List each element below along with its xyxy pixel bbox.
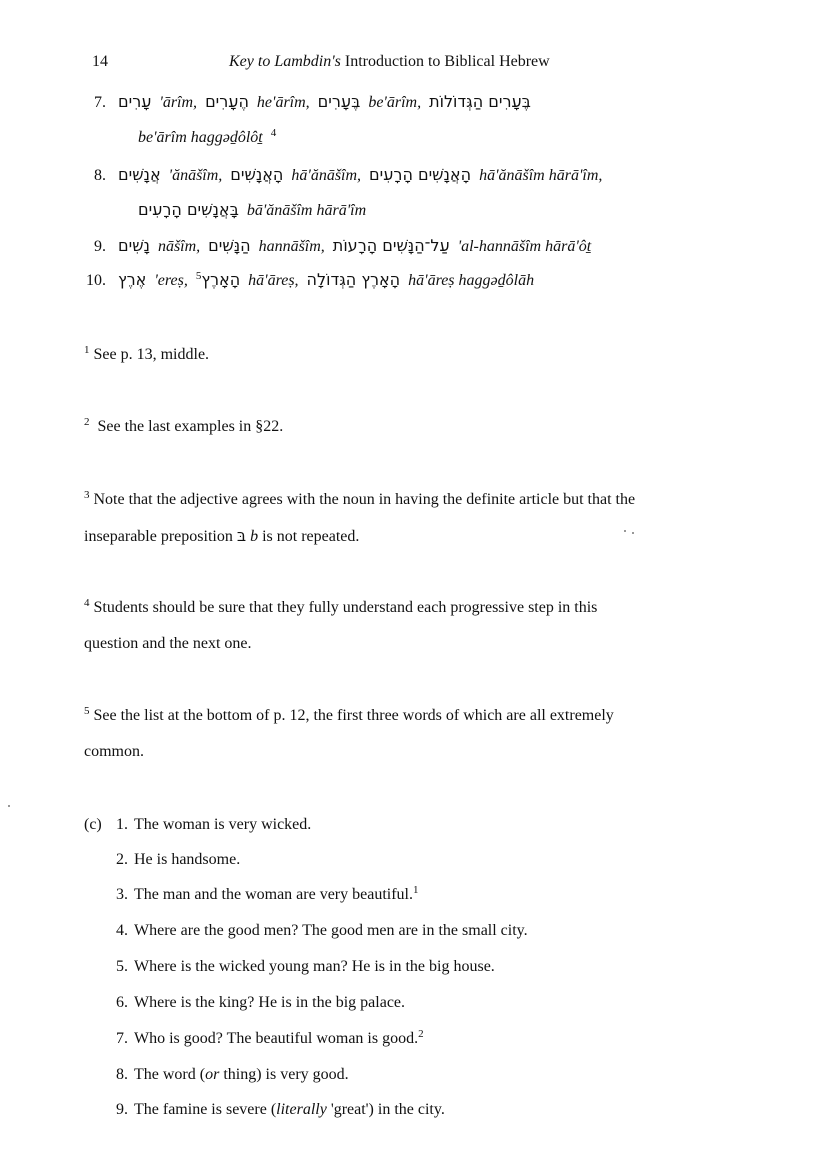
sentence-4 [108, 921, 528, 941]
answer-number: 8. [94, 167, 106, 184]
sentence-number: 5. [116, 958, 128, 975]
footnote-number: 1 [84, 344, 90, 356]
sentence-number: 2. [116, 851, 128, 868]
hebrew-phrase: בֶּעָרִים הַגְּדוֹלוֹת [429, 92, 531, 111]
transliteration: nāšîm, [157, 238, 201, 255]
footnote-5 [84, 706, 614, 726]
sentence-text: The man and the woman are very beautiful. [134, 886, 413, 903]
transliteration: 'ănāšîm, [168, 167, 223, 184]
footnote-3 [84, 490, 635, 510]
sentence-italic: literally [276, 1101, 327, 1118]
sentence-text: Where is the wicked young man? He is in the big house. [134, 958, 495, 975]
running-title [229, 53, 550, 71]
footnote-text: See the last examples in §22. [97, 418, 284, 435]
sentence-text: The woman is very wicked. [134, 816, 312, 833]
answer-row-9 [80, 236, 591, 257]
sentence-text: Where is the king? He is in the big palace. [134, 994, 406, 1011]
sentence-text: He is handsome. [134, 851, 241, 868]
sentence-9 [108, 1100, 445, 1120]
transliteration: hā'ănāšîm, [291, 167, 362, 184]
sentence-text: Where are the good men? The good men are in the small city. [134, 922, 528, 939]
footnote-5-line-2 [84, 742, 144, 762]
transliteration: b [250, 528, 259, 545]
hebrew-word: עָרִים [118, 92, 152, 111]
hebrew-word: הָאָרֶץ [201, 270, 241, 289]
transliteration: 'ārîm, [159, 94, 198, 111]
sentence-3 [108, 885, 419, 905]
footnote-number: 3 [84, 489, 90, 501]
sentence-2 [108, 850, 240, 870]
footnote-number: 4 [84, 597, 90, 609]
hebrew-word: נָשִׁים [118, 236, 150, 255]
footnote-4 [84, 598, 597, 618]
transliteration: be'ārîm haggəḏôlôṯ [138, 129, 263, 146]
page-number: 14 [92, 53, 108, 70]
footnote-text: question and the next one. [84, 635, 252, 652]
transliteration: bā'ănāšîm hārā'îm [246, 202, 367, 219]
sentence-number: 3. [116, 886, 128, 903]
hebrew-phrase: הָאָרֶץ הַגְּדוֹלָה [306, 270, 401, 289]
footnote-4-line-2 [84, 634, 252, 654]
sentence-text: Who is good? The beautiful woman is good. [134, 1030, 419, 1047]
sentence-1 [108, 815, 311, 835]
hebrew-phrase: עַל־הַנָּשִׁים הָרָעוֹת [332, 236, 450, 255]
section-c-label: (c) [84, 816, 102, 833]
transliteration: 'al-hannāšîm hārā'ôṯ [457, 238, 592, 255]
hebrew-word: אֶרֶץ [118, 270, 147, 289]
transliteration: hannāšîm, [258, 238, 325, 255]
sentence-number: 8. [116, 1066, 128, 1083]
hebrew-word: הַנָּשִׁים [208, 236, 251, 255]
scan-speck [632, 532, 634, 534]
footnote-3-line-2 [84, 526, 359, 547]
sentence-text: The famine is severe ( [134, 1101, 277, 1118]
transliteration: he'ārîm, [256, 94, 310, 111]
running-title-italic: Key to Lambdin's [229, 53, 341, 70]
sentence-7 [108, 1029, 424, 1049]
footnote-number: 5 [84, 705, 90, 717]
footnote-ref: 2 [418, 1028, 424, 1040]
answer-number: 7. [94, 94, 106, 111]
answer-number: 10. [86, 272, 106, 289]
sentence-text: The word ( [134, 1066, 206, 1083]
answer-row-7 [80, 92, 531, 113]
footnote-text: is not repeated. [258, 528, 360, 545]
footnote-text: common. [84, 743, 144, 760]
sentence-number: 7. [116, 1030, 128, 1047]
transliteration: be'ārîm, [368, 94, 422, 111]
sentence-5 [108, 957, 495, 977]
hebrew-phrase: בָּאֲנָשִׁים הָרָעִים [138, 200, 239, 219]
hebrew-word: בֶּעָרִים [317, 92, 361, 111]
transliteration: 'ereṣ, [154, 272, 188, 289]
footnote-text: Note that the adjective agrees with the noun in having the definite article but that the [93, 491, 636, 508]
footnote-text: See the list at the bottom of p. 12, the first three words of which are all extremely [93, 707, 614, 724]
answer-row-8 [80, 165, 602, 186]
sentence-text: 'great') in the city. [326, 1101, 445, 1118]
footnote-text: See p. 13, middle. [93, 346, 210, 363]
answer-row-8-continued [138, 200, 366, 221]
scan-speck [8, 805, 10, 807]
hebrew-letter: בּ [236, 526, 247, 545]
hebrew-phrase: הָאֲנָשִׁים הָרָעִים [369, 165, 472, 184]
footnote-ref: 4 [270, 127, 277, 139]
footnote-ref: 1 [413, 884, 419, 896]
sentence-text: thing) is very good. [219, 1066, 349, 1083]
sentence-italic: or [205, 1066, 220, 1083]
footnote-2 [84, 417, 283, 437]
hebrew-word: הֶעָרִים [205, 92, 249, 111]
sentence-6 [108, 993, 405, 1013]
sentence-number: 4. [116, 922, 128, 939]
transliteration: hā'āreṣ, [248, 272, 299, 289]
running-title-roman: Introduction to Biblical Hebrew [340, 53, 550, 70]
transliteration: hā'āreṣ haggəḏôlāh [408, 272, 535, 289]
footnote-text: inseparable preposition [84, 528, 237, 545]
sentence-number: 9. [116, 1101, 128, 1118]
answer-row-7-continued [138, 128, 276, 148]
footnote-ref: 5 [195, 270, 202, 282]
answer-number: 9. [94, 238, 106, 255]
sentence-8 [108, 1065, 349, 1085]
sentence-number: 1. [116, 816, 128, 833]
footnote-number: 2 [84, 416, 90, 428]
footnote-text: Students should be sure that they fully understand each progressive step in this [93, 599, 598, 616]
answer-row-10 [80, 270, 534, 291]
hebrew-word: הָאֲנָשִׁים [230, 165, 284, 184]
sentence-number: 6. [116, 994, 128, 1011]
footnote-1 [84, 345, 209, 365]
transliteration: hā'ănāšîm hārā'îm, [479, 167, 603, 184]
scan-speck [624, 530, 626, 532]
hebrew-word: אֲנָשִׁים [118, 165, 161, 184]
